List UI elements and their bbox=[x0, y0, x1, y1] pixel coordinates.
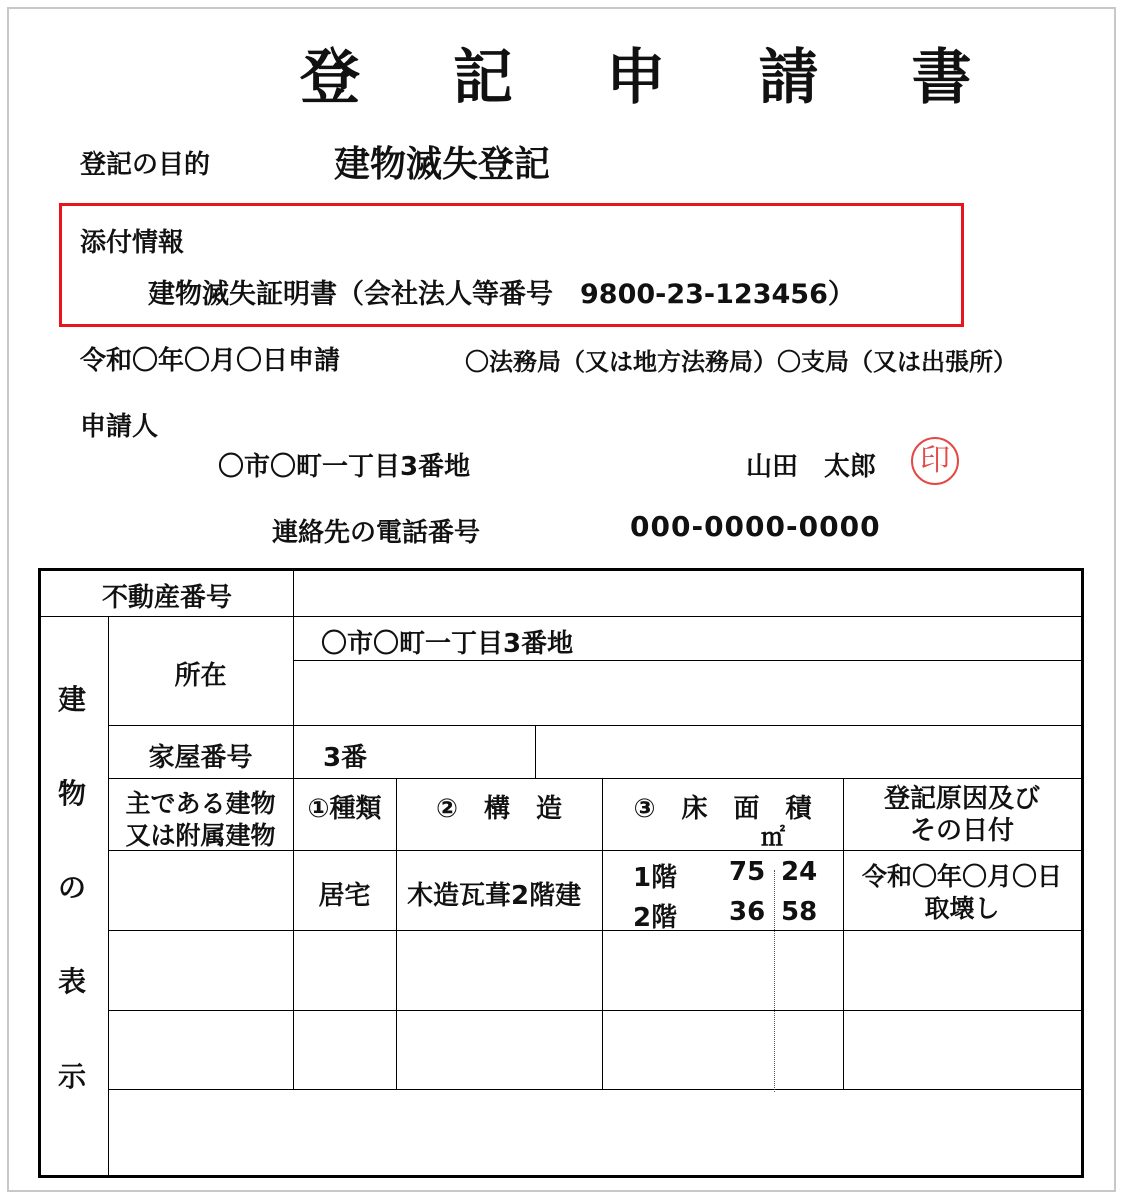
attachment-label: 添付情報 bbox=[80, 228, 185, 258]
applicant-name: 山田 太郎 bbox=[746, 452, 877, 482]
side-label-char: の bbox=[58, 871, 87, 904]
row1-floor1-dec: 24 bbox=[781, 857, 818, 887]
header-cause bbox=[843, 783, 1081, 847]
phone-value: 000-0000-0000 bbox=[630, 510, 881, 543]
applicant-label: 申請人 bbox=[80, 412, 159, 442]
location-label: 所在 bbox=[174, 661, 227, 691]
seal-stamp: 印 bbox=[911, 437, 959, 485]
application-date: 令和〇年〇月〇日申請 bbox=[80, 346, 341, 376]
phone-label: 連絡先の電話番号 bbox=[272, 518, 481, 548]
row1-cause bbox=[843, 861, 1081, 925]
row1-floor1-int: 75 bbox=[729, 857, 766, 887]
row1-floor2-int: 36 bbox=[729, 897, 766, 927]
header-kind: ①種類 bbox=[307, 794, 382, 824]
house-number-label: 家屋番号 bbox=[148, 743, 253, 773]
row1-floor2-label: 2階 bbox=[633, 903, 678, 933]
header-main-or-annex bbox=[108, 788, 293, 852]
applicant-address: 〇市〇町一丁目3番地 bbox=[218, 452, 471, 482]
purpose-value: 建物滅失登記 bbox=[334, 144, 551, 185]
row1-floor2-dec: 58 bbox=[781, 897, 818, 927]
row1-cause-line2: 取壊し bbox=[924, 894, 1000, 923]
row1-cause-line1: 令和〇年〇月〇日 bbox=[861, 862, 1062, 891]
side-label-char: 物 bbox=[58, 777, 87, 810]
location-value: 〇市〇町一丁目3番地 bbox=[321, 629, 574, 659]
side-label-char: 建 bbox=[58, 683, 87, 716]
header-cause-line1: 登記原因及び bbox=[883, 784, 1040, 814]
attachment-value: 建物滅失証明書（会社法人等番号 9800-23-123456） bbox=[148, 279, 855, 310]
building-table bbox=[38, 568, 1084, 1178]
row1-kind: 居宅 bbox=[318, 881, 371, 911]
header-floor-area: ③ 床 面 積 bbox=[633, 794, 812, 824]
document-title: 登 記 申 請 書 bbox=[300, 43, 1008, 113]
header-main-or-annex-line2: 又は附属建物 bbox=[125, 821, 276, 850]
real-estate-number-label: 不動産番号 bbox=[101, 583, 232, 613]
application-office: 〇法務局（又は地方法務局）〇支局（又は出張所） bbox=[465, 348, 1017, 376]
header-floor-area-unit: ㎡ bbox=[761, 823, 785, 851]
header-cause-line2: その日付 bbox=[909, 816, 1014, 846]
row1-floor1-label: 1階 bbox=[633, 863, 678, 893]
purpose-label: 登記の目的 bbox=[80, 150, 211, 180]
row1-structure: 木造瓦葺2階建 bbox=[407, 881, 582, 911]
house-number-value: 3番 bbox=[323, 743, 368, 773]
header-main-or-annex-line1: 主である建物 bbox=[125, 789, 276, 818]
header-structure: ② 構 造 bbox=[435, 794, 562, 824]
side-label-char: 示 bbox=[58, 1060, 87, 1093]
side-label-char: 表 bbox=[58, 965, 87, 998]
